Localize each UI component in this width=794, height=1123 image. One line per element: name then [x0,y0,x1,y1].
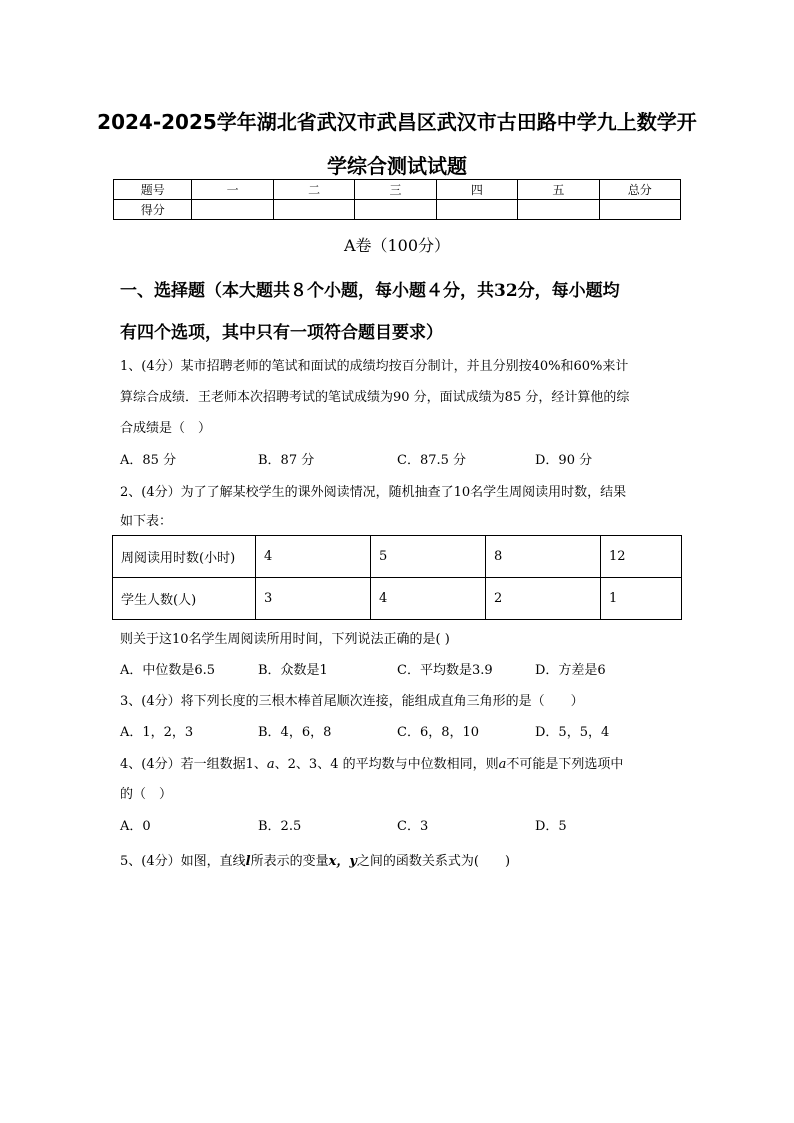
q4-text-part3: 不可能是下列选项中 [506,757,624,772]
q3-option-c: C．6，8，10 [397,725,480,740]
q4-text-line2: 的（ ） [120,787,173,802]
score-blank-cell [436,200,517,220]
section-heading-line1: 一、选择题（本大题共８个小题，每小题４分，共32分，每小题均 [120,281,620,301]
score-blank-cell [518,200,599,220]
table-row [113,578,682,620]
table-cell: 8 [486,536,601,578]
score-blank-cell [192,200,273,220]
score-header-cell: 四 [436,180,517,200]
score-header-cell: 总分 [599,180,680,200]
score-table-score-row [114,200,681,220]
score-blank-cell [355,200,436,220]
score-header-cell: 一 [192,180,273,200]
q2-option-d: D．方差是6 [535,663,606,678]
score-blank-cell [599,200,680,220]
q4-option-c: C．3 [397,819,429,834]
q1-option-c: C．87.5 分 [397,453,467,468]
q3-text-line1: 3、(4分）将下列长度的三根木棒首尾顺次连接，能组成直角三角形的是（ ） [120,694,584,709]
score-table [113,179,681,220]
q2-text-line1: 2、(4分）为了了解某校学生的课外阅读情况，随机抽查了10名学生周阅读用时数，结果 [120,485,627,500]
q3-option-a: A．1，2，3 [120,725,194,740]
q5-variable-l: l [245,854,251,869]
table-cell: 12 [601,536,682,578]
q4-variable-a: a [266,757,275,772]
score-header-cell: 题号 [114,180,192,200]
q4-variable-a: a [498,757,507,772]
table-cell: 学生人数(人) [113,578,256,620]
q5-text-line1 [120,850,510,869]
q3-option-b: B．4，6，8 [258,725,332,740]
q4-text-line1 [120,753,623,772]
q2-option-a: A．中位数是6.5 [120,663,216,678]
q1-text-line3: 合成绩是（ ） [120,421,212,436]
q5-text-part3: 之间的函数关系式为( ) [356,854,511,869]
table-cell: 周阅读用时数(小时) [113,536,256,578]
q1-option-d: D．90 分 [535,453,593,468]
exam-title-line1: 2024-2025学年湖北省武汉市武昌区武汉市古田路中学九上数学开 [97,110,697,134]
score-table-header-row [114,180,681,200]
score-header-cell: 三 [355,180,436,200]
q5-text-part1: 5、(4分）如图，直线 [120,854,246,869]
exam-title-line2: 学综合测试试题 [327,154,467,178]
table-cell: 4 [371,578,486,620]
volume-heading: A卷（100分） [343,236,451,255]
q4-option-b: B．2.5 [258,819,302,834]
score-header-cell: 二 [273,180,354,200]
score-blank-cell [273,200,354,220]
q5-text-part2: 所表示的变量 [250,854,329,869]
score-header-cell: 五 [518,180,599,200]
table-cell: 5 [371,536,486,578]
q3-option-d: D．5，5，4 [535,725,610,740]
q4-text-part2: 、2、3、4 的平均数与中位数相同，则 [274,757,499,772]
table-cell: 2 [486,578,601,620]
q4-option-d: D．5 [535,819,567,834]
score-row-label: 得分 [114,200,192,220]
q1-text-line1: 1、(4分）某市招聘老师的笔试和面试的成绩均按百分制计，并且分别按40%和60%来计 [120,359,629,374]
q2-text-line3: 则关于这10名学生周阅读所用时间，下列说法正确的是( ) [120,632,450,647]
section-heading-line2: 有四个选项，其中只有一项符合题目要求） [120,323,443,343]
q4-option-a: A．0 [120,819,151,834]
q1-text-line2: 算综合成绩．王老师本次招聘考试的笔试成绩为90 分，面试成绩为85 分，经计算他的综 [120,390,630,405]
table-cell: 1 [601,578,682,620]
q1-option-a: A．85 分 [120,453,177,468]
reading-time-table [112,535,682,620]
table-row [113,536,682,578]
q1-option-b: B．87 分 [258,453,315,468]
q2-option-b: B．众数是1 [258,663,328,678]
table-cell: 4 [256,536,371,578]
q2-option-c: C．平均数是3.9 [397,663,493,678]
q2-text-line2: 如下表： [120,514,173,529]
q4-text-part1: 4、(4分）若一组数据1、 [120,757,267,772]
table-cell: 3 [256,578,371,620]
q5-variables-xy: x，y [328,854,357,869]
